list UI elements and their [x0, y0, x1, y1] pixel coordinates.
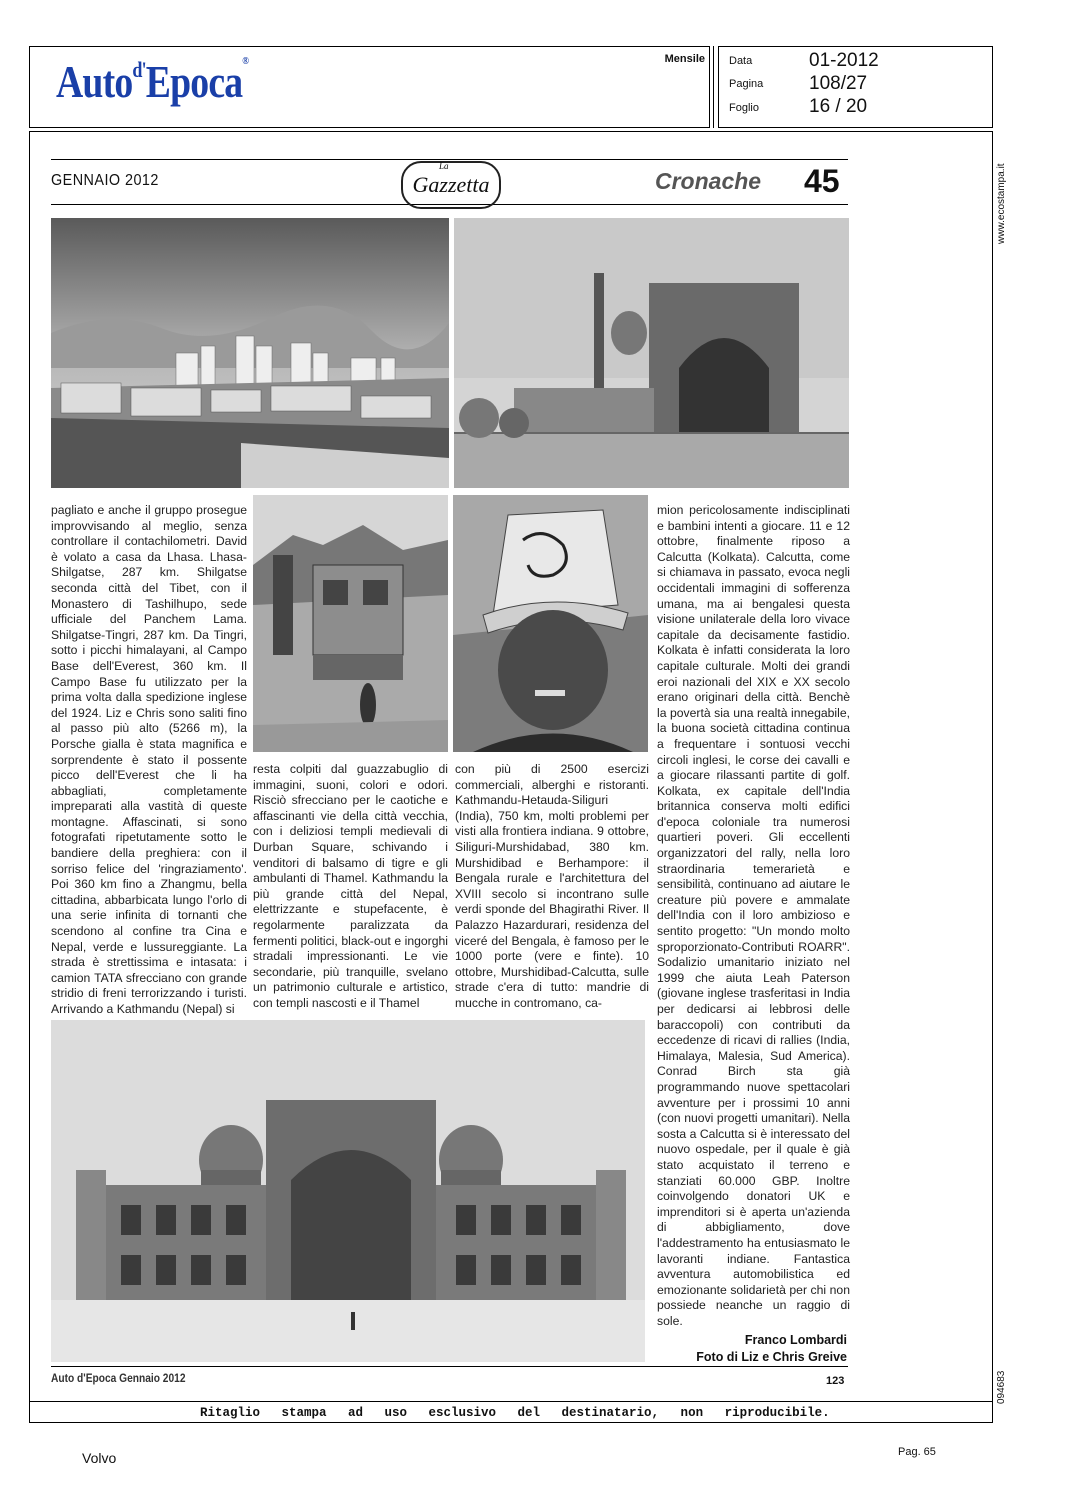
side-code: 094683: [996, 1370, 1007, 1404]
man-felt-hat-photo: [453, 495, 648, 752]
author-name: Franco Lombardi: [744, 1333, 847, 1347]
magazine-page-number: 45: [804, 163, 840, 199]
meta-value-foglio: 16 / 20: [809, 96, 868, 117]
article-column-3: con più di 2500 esercizi commerciali, alberghi e ristoranti. Kathmandu-Hetauda-Siliguri (India), 750 km, molti problemi per visti alla frontiera indiana. 9 ottobre, Siliguri-Murshidabad, 380 km. Murshidibad e Berhampore: il Bengala rurale e l'architettura del XVIII secolo si incontrano sulle verdi sponde del Bhagirathi River. Il Palazzo Hazardurari, residenza del viceré del Bengala, è famoso per le 1000 porte (vere e finte). 10 ottobre, Murshidibad-Calcutta, sulle strade c'era di tutto: mandrie di mucche in contromano, ca-: [455, 762, 649, 1010]
photo-credit: Foto di Liz e Chris Greive: [696, 1350, 847, 1364]
footer-page-number: 123: [826, 1375, 845, 1387]
gazzetta-logo: La Gazzetta: [401, 161, 501, 209]
mosque-facade-photo: [51, 1020, 645, 1362]
header-box: [29, 46, 710, 128]
meta-label-pagina: Pagina: [729, 78, 764, 90]
meta-value-data: 01-2012: [809, 50, 879, 71]
footer-magazine: Auto d'Epoca Gennaio 2012: [51, 1371, 186, 1385]
side-url: www.ecostampa.it: [996, 163, 1007, 244]
publication-logo: Auto$^{d'}$Epoca®: [56, 55, 249, 107]
masthead-date: GENNAIO 2012: [51, 172, 159, 189]
wooden-house-mountain-photo: [253, 495, 448, 752]
section-title: Cronache: [655, 168, 762, 194]
meta-label-data: Data: [729, 55, 753, 67]
page-counter: Pag. 65: [898, 1446, 936, 1458]
frequency-label: Mensile: [664, 53, 705, 65]
copyright-notice: Ritaglio stampa ad uso esclusivo del destinatario, non riproducibile.: [200, 1406, 830, 1420]
masthead-top-rule: [51, 159, 848, 160]
meta-label-foglio: Foglio: [729, 102, 759, 114]
notice-rule: [29, 1401, 993, 1402]
header-divider: [713, 46, 714, 128]
footer-rule: [51, 1366, 848, 1367]
article-column-4: mion pericolosamente indisciplinati e bambini intenti a giocare. 11 e 12 ottobre, finalmente riposo a Calcutta (Kolkata). Calcutta, come si chiamava in passato, evoca negli occidentali immagini di sofferenza umana, ma ai bengalesi questa visione unilaterale della loro vivace capitale da decisamente fastidio. Kolkata è infatti considerata la loro capitale culturale. Molti dei grandi eroi nazionali del XIX e XX secolo erano originari della città. Benchè la povertà sia una realtà innegabile, la buona società cittadina continua a frequentare i sontuosi vecchi circoli inglesi, le corse dei cavalli e a giocare rilassanti partite di golf. Kolkata, ex capitale dell'India britannica conserva molti edifici d'epoca coloniale tra numerosi quartieri poveri. Gli eccellenti organizzatori del rally, nella loro straordinaria temerarietà e sensibilità, continuano ad aiutare le creature più povere e ammalate dell'India con il loro ambizioso e sentito progetto: "Un mondo molto sproporzionato-Contributi ROARR". Sodalizio umanitario iniziato nel 1999 che aiuta Leah Paterson (giovane inglese trasferitasi in India per dedicarsi ai lebbrosi delle baraccopoli) con contributi da eccedenze di ricavi di rallies (India, Himalaya, Malesia, Sud America). Conrad Birch sta già programmando nuove spettacolari avventure per i prossimi 10 anni (con nuovi progetti umanitari). Nella sosta a Calcutta si è interessato del nuovo ospedale, per il quale è già stato acquistato il terreno e stanziati 60.000 GBP. Inoltre coinvolgendo donatori UK e imprenditori si è aperta un'azienda di abbigliamento, dove l'addestramento ha entusiasmato le lavoranti indiane. Fantastica avventura automobilistica ed emozionante solidarietà per chi non possiede neanche un raggio di sole.: [657, 503, 850, 1328]
client-name: Volvo: [82, 1450, 117, 1466]
article-column-1: pagliato e anche il gruppo prosegue improvvisando al meglio, senza controllare il contachilometri. David è volato a casa da Lhasa. Lhasa-Shilgatse, 287 km. Shilgatse seconda città del Tibet, con il Monastero di Tashilhupo, sede ufficiale del Panchem Lama. Shilgatse-Tingri, 287 km. Da Tingri, sotto i picchi himalayani, al Campo Base dell'Everest, 360 km. Il Campo Base fu utilizzato per la prima volta dalla spedizione inglese del 1924. Liz e Chris sono saliti fino al passo più alto (5266 m), la Porsche gialla è stata magnifica e sorprendente è stato il possente picco dell'Everest che li ha abbagliati, completamente impreparati alla vastità di queste montagne. Affascinati, si sono fotografati ripetutamente sotto le bandiere della preghiera: con il sorriso felice del 'ringraziamento'. Poi 360 km fino a Zhangmu, bella cittadina, abbarbicata lungo l'orlo di una serie infinita di tornanti che scendono al confine tra Cina e Nepal, verde e lussureggiante. La strada è strettissima e intasata: i camion TATA sfrecciano con grande stridio di freni terrorizzando i turisti. Arrivando a Kathmandu (Nepal) si: [51, 503, 247, 1016]
city-skyline-photo: [51, 218, 449, 488]
article-signature: [657, 1332, 847, 1366]
samarkand-madrasa-photo: [454, 218, 849, 488]
meta-box: [718, 46, 993, 128]
meta-value-pagina: 108/27: [809, 73, 868, 94]
article-column-2: resta colpiti dal guazzabuglio di immagini, suoni, colori e odori. Risciò sfrecciano per le caotiche e affascinanti vie della città vecchia, con i deliziosi templi medievali di Durban Square, schivando i venditori di balsamo di tigre e gli ambulanti di Thamel. Kathmandu la più grande città del Nepal, elettrizzante e stupefacente, è regolarmente paralizzata da fermenti politici, black-out e ingorghi stradali impressionanti. Le vie secondarie, più tranquille, svelano un patrimonio culturale e artistico, con templi nascosti e il Thamel: [253, 762, 448, 1010]
